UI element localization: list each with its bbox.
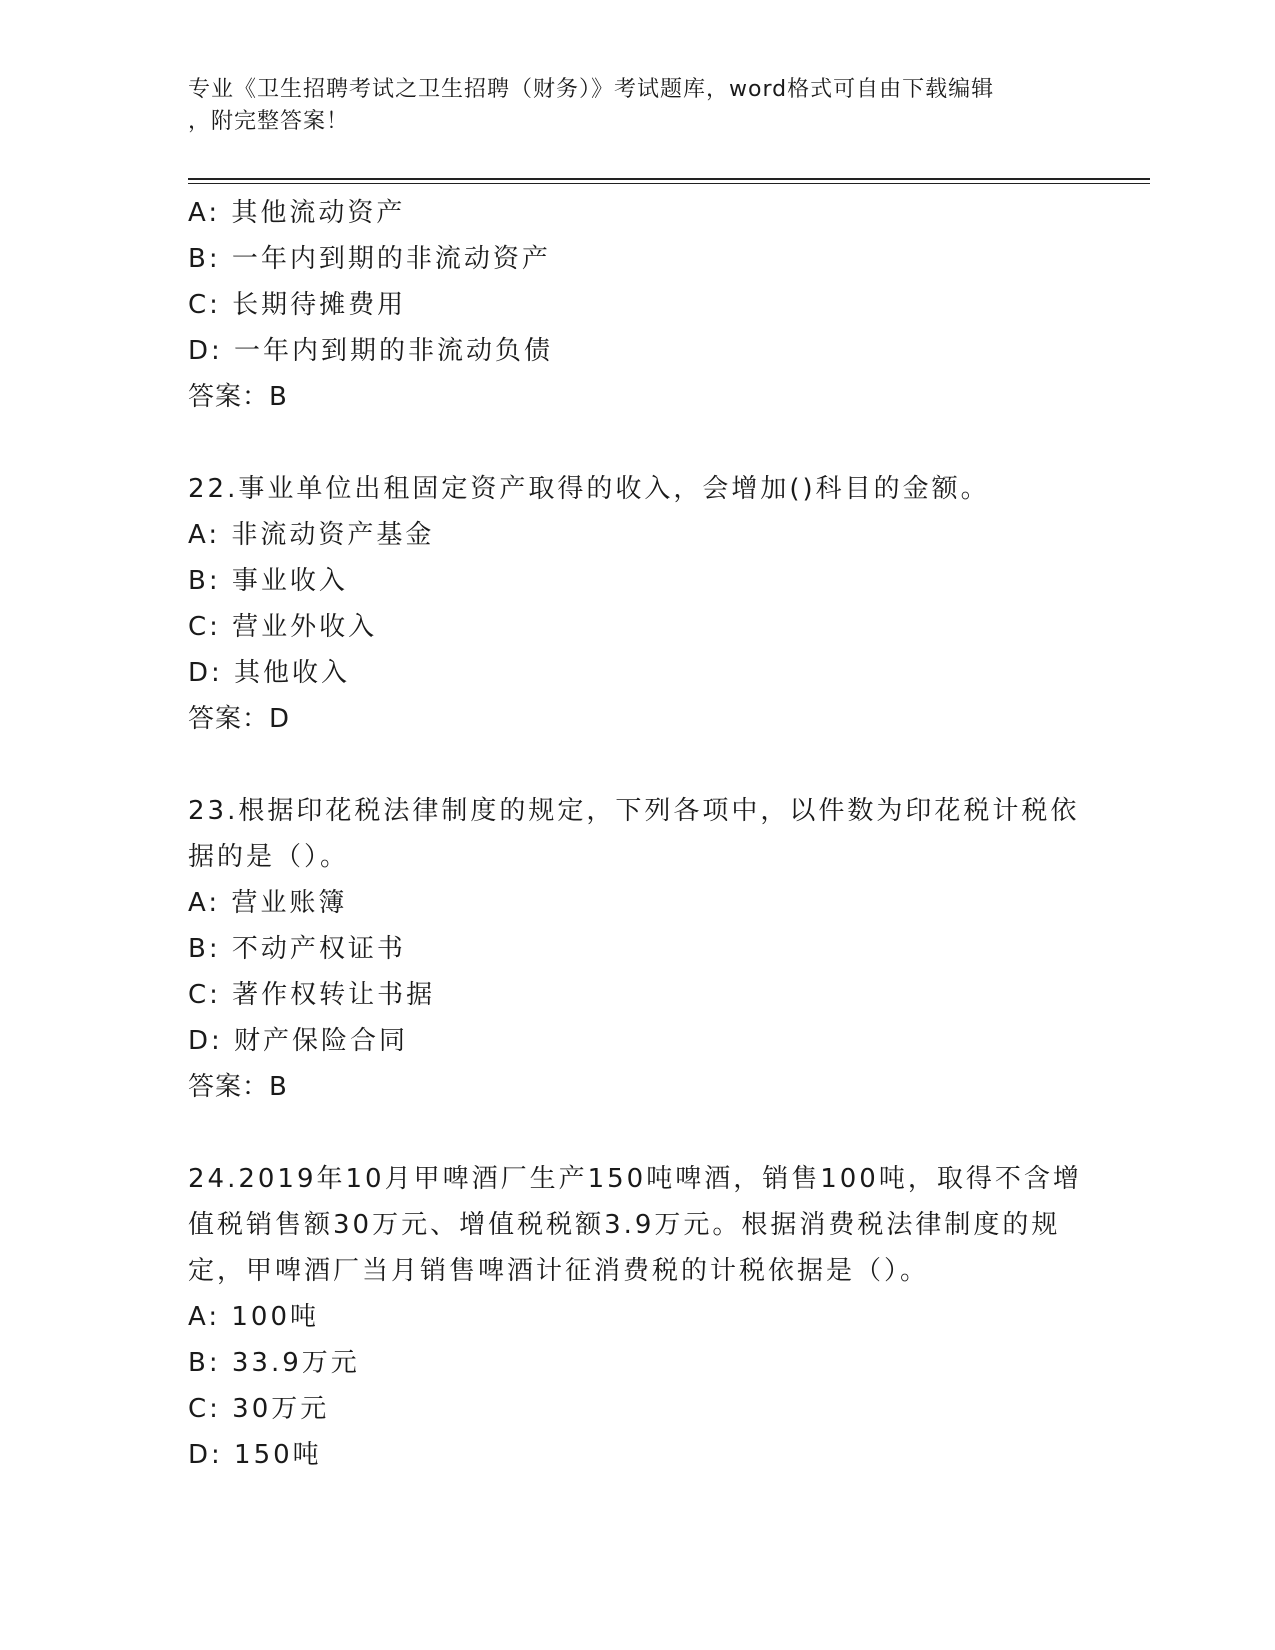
option-d: D: 150吨	[188, 1440, 322, 1470]
header-divider-thick	[188, 178, 1150, 180]
question-text-line-1: 23.根据印花税法律制度的规定，下列各项中，以件数为印花税计税依	[188, 796, 1080, 826]
header-line-2: ，附完整答案！	[188, 109, 350, 134]
option-d: D: 其他收入	[188, 658, 351, 688]
question-22-block	[188, 466, 1088, 742]
header-line-1: 专业《卫生招聘考试之卫生招聘（财务）》考试题库，word格式可自由下载编辑	[188, 77, 995, 102]
question-24-block	[188, 1156, 1088, 1478]
question-text-line-2: 据的是（）。	[188, 842, 350, 872]
answer-line: 答案：B	[188, 1072, 288, 1102]
question-text-line-3: 定，甲啤酒厂当月销售啤酒计征消费税的计税依据是（）。	[188, 1256, 930, 1286]
question-list	[188, 190, 1088, 1478]
question-23-block	[188, 788, 1088, 1110]
option-a: A: 非流动资产基金	[188, 520, 435, 550]
answer-line: 答案：B	[188, 382, 288, 412]
option-c: C: 30万元	[188, 1394, 330, 1424]
option-b: B: 事业收入	[188, 566, 348, 596]
option-c: C: 著作权转让书据	[188, 980, 436, 1010]
header-divider-thin	[188, 183, 1150, 184]
question-text-line-2: 值税销售额30万元、增值税税额3.9万元。根据消费税法律制度的规	[188, 1210, 1061, 1240]
question-text: 22.事业单位出租固定资产取得的收入，会增加()科目的金额。	[188, 474, 990, 504]
option-c: C: 营业外收入	[188, 612, 378, 642]
option-d: D: 一年内到期的非流动负债	[188, 336, 554, 366]
option-b: B: 一年内到期的非流动资产	[188, 244, 551, 274]
option-b: B: 33.9万元	[188, 1348, 360, 1378]
option-c: C: 长期待摊费用	[188, 290, 407, 320]
question-21-block	[188, 190, 1088, 420]
option-d: D: 财产保险合同	[188, 1026, 409, 1056]
answer-line: 答案：D	[188, 704, 291, 734]
option-a: A: 其他流动资产	[188, 198, 406, 228]
option-b: B: 不动产权证书	[188, 934, 406, 964]
document-header	[188, 74, 1088, 138]
option-a: A: 100吨	[188, 1302, 319, 1332]
option-a: A: 营业账簿	[188, 888, 348, 918]
question-text-line-1: 24.2019年10月甲啤酒厂生产150吨啤酒，销售100吨，取得不含增	[188, 1164, 1082, 1194]
